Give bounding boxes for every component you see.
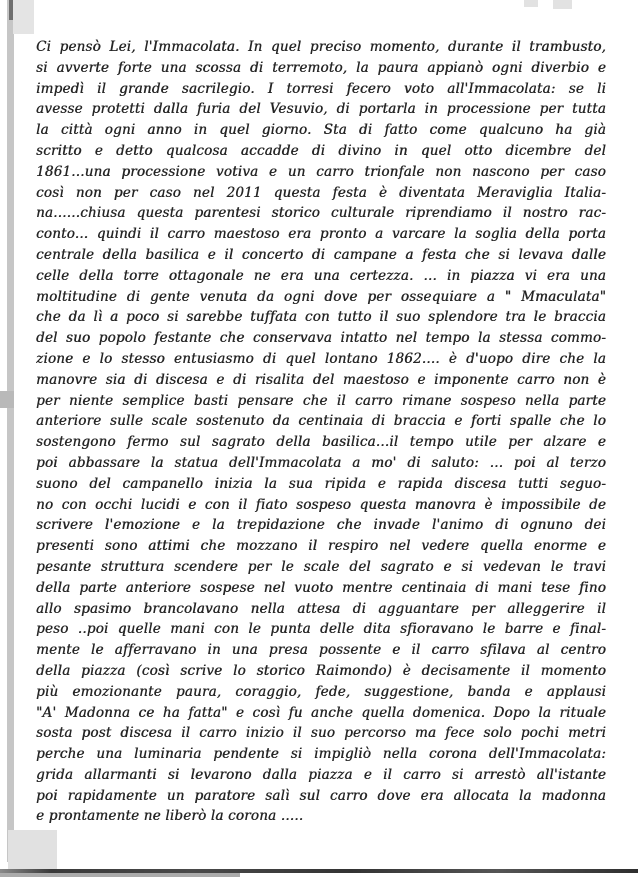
text-line: zione e lo stesso entusiasmo di quel lontano 1862.... è d'uopo dire che la <box>36 350 606 367</box>
text-line: del suo popolo festante che conservava intatto nel tempo la stessa commo- <box>36 330 606 347</box>
text-line: scritto e detto qualcosa accadde di divino in quel otto dicembre del <box>36 142 606 159</box>
scan-artifact-topright-patch-2 <box>553 0 572 9</box>
text-line: grida allarmanti si levarono dalla piazza e il carro si arrestò all'istante <box>36 766 606 783</box>
text-line: sostengono fermo sul sagrato della basilica...il tempo utile per alzare e <box>36 434 606 451</box>
text-line: perche una luminaria pendente si impigliò nella corona dell'Immacolata: <box>36 746 606 763</box>
text-line: la città ogni anno in quel giorno. Sta di fatto come qualcuno ha già <box>36 122 606 139</box>
text-line: anteriore sulle scale sostenuto da centinaia di braccia e forti spalle che lo <box>36 413 606 430</box>
text-line: si avverte forte una scossa di terremoto, la paura appianò ogni diverbio e <box>36 59 606 76</box>
text-line: Ci pensò Lei, l'Immacolata. In quel preciso momento, durante il trambusto, <box>36 39 606 55</box>
text-line: manovre sia di discesa e di risalita del maestoso e imponente carro non è <box>36 371 606 388</box>
text-line: per niente semplice basti pensare che il carro rimane sospeso nella parte <box>36 392 606 409</box>
scan-artifact-bottom-edge-haze <box>0 873 240 877</box>
text-line: peso ..poi quelle mani con le punta delle dita sfioravano le barre e final- <box>36 621 606 638</box>
scan-artifact-topleft-patch <box>13 0 34 34</box>
text-line: conto... quindi il carro maestoso era pronto a varcare la soglia della porta <box>36 226 606 243</box>
text-line: che da lì a poco si sarebbe tuffata con tutto il suo splendore tra le braccia <box>36 309 606 326</box>
text-line: pesante struttura scendere per le scale del sagrato e si vedevan le travi <box>36 558 606 575</box>
text-line: no con occhi lucidi e con il fiato sospeso questa manovra è impossibile de <box>36 496 606 513</box>
text-line: mente le afferravano in una presa possente e il carro sfilava al centro <box>36 642 606 659</box>
text-line: celle della torre ottagonale ne era una certezza. ... in piazza vi era una <box>36 267 606 284</box>
scan-artifact-left-strip <box>7 0 14 862</box>
text-line: centrale della basilica e il concerto di campane a festa che si levava dalle <box>36 246 606 263</box>
scan-artifact-left-tab <box>0 391 14 408</box>
text-line: e prontamente ne liberò la corona ..... <box>36 808 304 825</box>
scan-artifact-topright-patch-1 <box>524 0 538 7</box>
text-line: poi rapidamente un paratore salì sul carro dove era allocata la madonna <box>36 787 606 804</box>
text-line: scrivere l'emozione e la trepidazione che invade l'animo di ognuno dei <box>36 517 606 534</box>
text-line: così non per caso nel 2011 questa festa è diventata Meraviglia Italia- <box>36 184 606 201</box>
text-line: impedì il grande sacrilegio. I torresi fecero voto all'Immacolata: se li <box>36 80 606 97</box>
text-line: "A' Madonna ce ha fatta" e così fu anche quella domenica. Dopo la rituale <box>36 704 606 721</box>
handwritten-text-block <box>36 37 606 827</box>
text-line: della parte anteriore sospese nel vuoto mentre centinaia di mani tese fino <box>36 579 606 596</box>
text-line: na......chiusa questa parentesi storico culturale riprendiamo il nostro rac- <box>36 205 606 222</box>
text-line: avesse protetti dalla furia del Vesuvio, di portarla in processione per tutta <box>36 101 606 118</box>
text-line: più emozionante paura, coraggio, fede, suggestione, banda e applausi <box>36 683 606 700</box>
text-line: sosta post discesa il carro inizio il suo percorso ma fece solo pochi metri <box>36 725 606 742</box>
text-line: presenti sono attimi che mozzano il respiro nel vedere quella enorme e <box>36 538 606 555</box>
text-line: poi abbassare la statua dell'Immacolata a mo' di saluto: ... poi al terzo <box>36 454 606 471</box>
text-line: allo spasimo brancolavano nella attesa di agguantare per alleggerire il <box>36 600 606 617</box>
text-line: della piazza (così scrive lo storico Raimondo) è decisamente il momento <box>36 662 606 679</box>
text-line: moltitudine di gente venuta da ogni dove per ossequiare a " Mmaculata" <box>36 288 606 305</box>
text-line: suono del campanello inizia la sua ripida e rapida discesa tutti seguo- <box>36 475 606 492</box>
text-line: 1861...una processione votiva e un carro trionfale non nascono per caso <box>36 163 606 180</box>
